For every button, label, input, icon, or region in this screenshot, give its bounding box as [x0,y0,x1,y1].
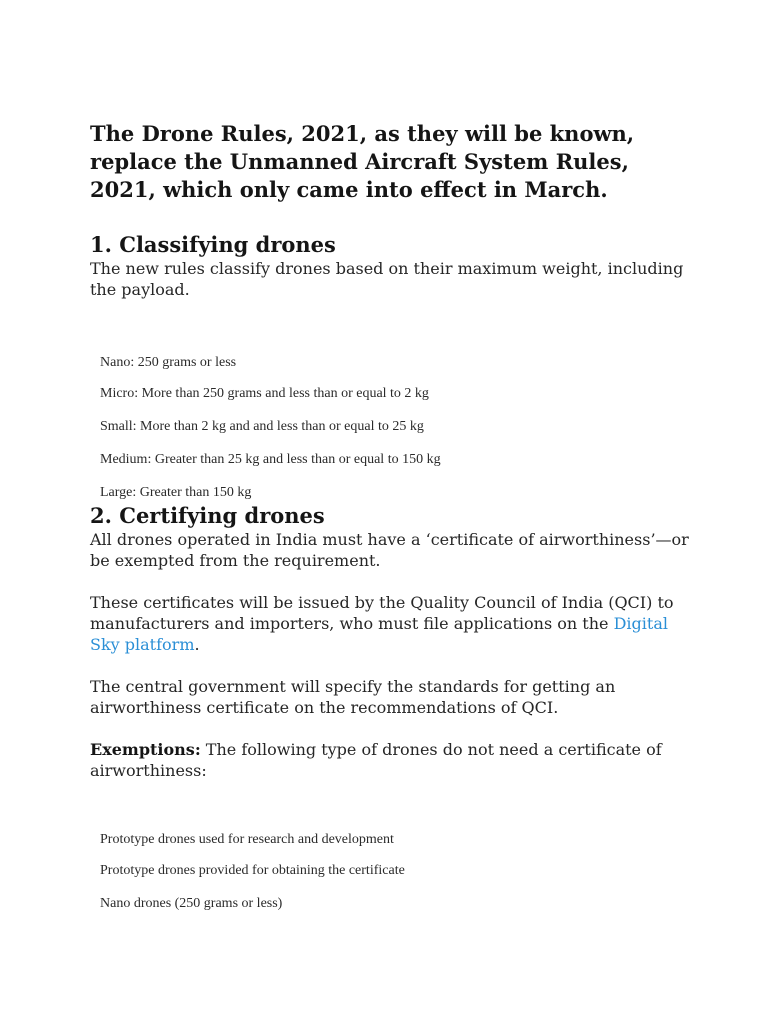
list-item: Small: More than 2 kg and and less than or equal to 25 kg [100,419,424,434]
list-item: Nano drones (250 grams or less) [100,896,283,911]
list-item: Micro: More than 250 grams and less than or equal to 2 kg [100,386,429,401]
list-item: Prototype drones provided for obtaining the certificate [100,863,405,878]
section-heading-classifying: 1. Classifying drones [90,232,336,257]
section-heading-certifying: 2. Certifying drones [90,503,325,528]
exemptions-paragraph [90,739,690,781]
paragraph-text: These certificates will be issued by the Quality Council of India (QCI) to manufacturers and importers, who must file applications on the [90,593,674,633]
certifying-paragraph-1: All drones operated in India must have a ‘certificate of airworthiness’—or be exempted from the requirement. [90,530,689,570]
certifying-paragraph-3: The central government will specify the standards for getting an airworthiness certificate on the recommendations of QCI. [90,677,616,717]
list-item: Medium: Greater than 25 kg and less than or equal to 150 kg [100,452,441,467]
classifying-paragraph: The new rules classify drones based on their maximum weight, including the payload. [90,259,684,299]
list-item: Prototype drones used for research and development [100,832,394,847]
exemptions-label: Exemptions: [90,740,201,759]
exemption-list [90,831,690,912]
exemptions-text: The following type of drones do not need a certificate of airworthiness: [90,740,662,780]
paragraph-text: . [194,635,200,654]
article [90,120,690,912]
list-item: Nano: 250 grams or less [100,355,237,370]
drone-class-list [90,354,690,501]
digital-sky-link[interactable]: Digital Sky platform [90,614,668,654]
lead-paragraph: The Drone Rules, 2021, as they will be known, replace the Unmanned Aircraft System Rules, 2021, which only came into effect in March. [90,121,635,202]
list-item: Large: Greater than 150 kg [100,485,252,500]
certifying-paragraph-2 [90,592,690,655]
